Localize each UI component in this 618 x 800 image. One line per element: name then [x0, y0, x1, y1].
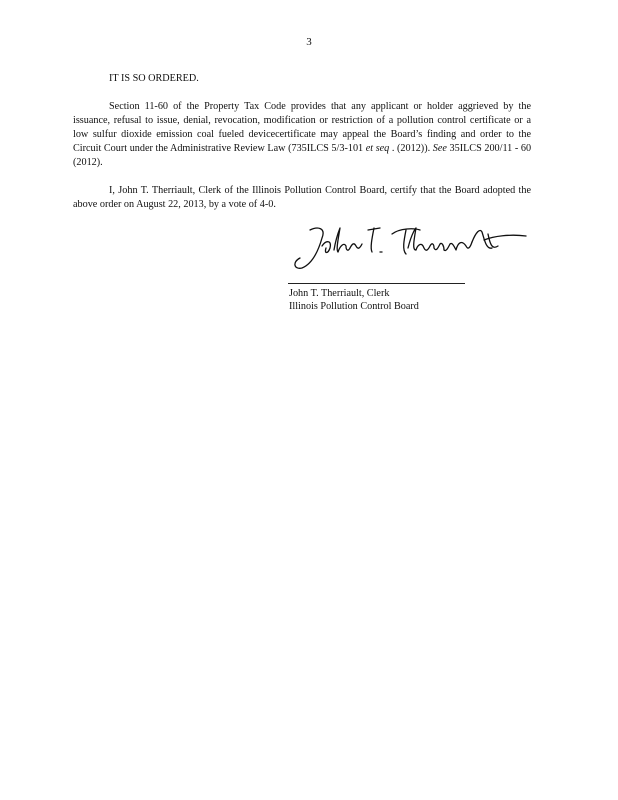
- signer-organization: Illinois Pollution Control Board: [289, 301, 419, 312]
- appeal-text-a: Section 11-60 of the Property Tax Code provides that any applicant or holder aggrieved by the issuance, refusal to issue, denial, revocation, modification or restriction of a pollution control certificate or a low sulfur dioxide emission coal fueled devicecertificate may appeal the Board’s finding and order to the Circuit Court under the Administrative Review Law (735ILCS 5/3-101: [73, 101, 531, 154]
- appeal-paragraph: [73, 100, 531, 170]
- signer-name: John T. Therriault, Clerk: [289, 288, 390, 299]
- see-signal: See: [432, 143, 447, 154]
- appeal-text-c: 35ILCS 200/11 - 60 (2012).: [73, 143, 532, 168]
- clerk-certification: I, John T. Therriault, Clerk of the Illinois Pollution Control Board, certify that the Board adopted the above order on August 22, 2013, by a vote of 4-0.: [73, 185, 531, 210]
- page-number: 3: [306, 36, 312, 48]
- appeal-text-b: . (2012)).: [391, 143, 431, 154]
- et-seq-text: et seq: [365, 143, 390, 154]
- signature-block: [289, 287, 419, 313]
- order-statement: IT IS SO ORDERED.: [109, 73, 199, 84]
- handwritten-signature: [288, 222, 528, 276]
- signature-line: [288, 283, 465, 284]
